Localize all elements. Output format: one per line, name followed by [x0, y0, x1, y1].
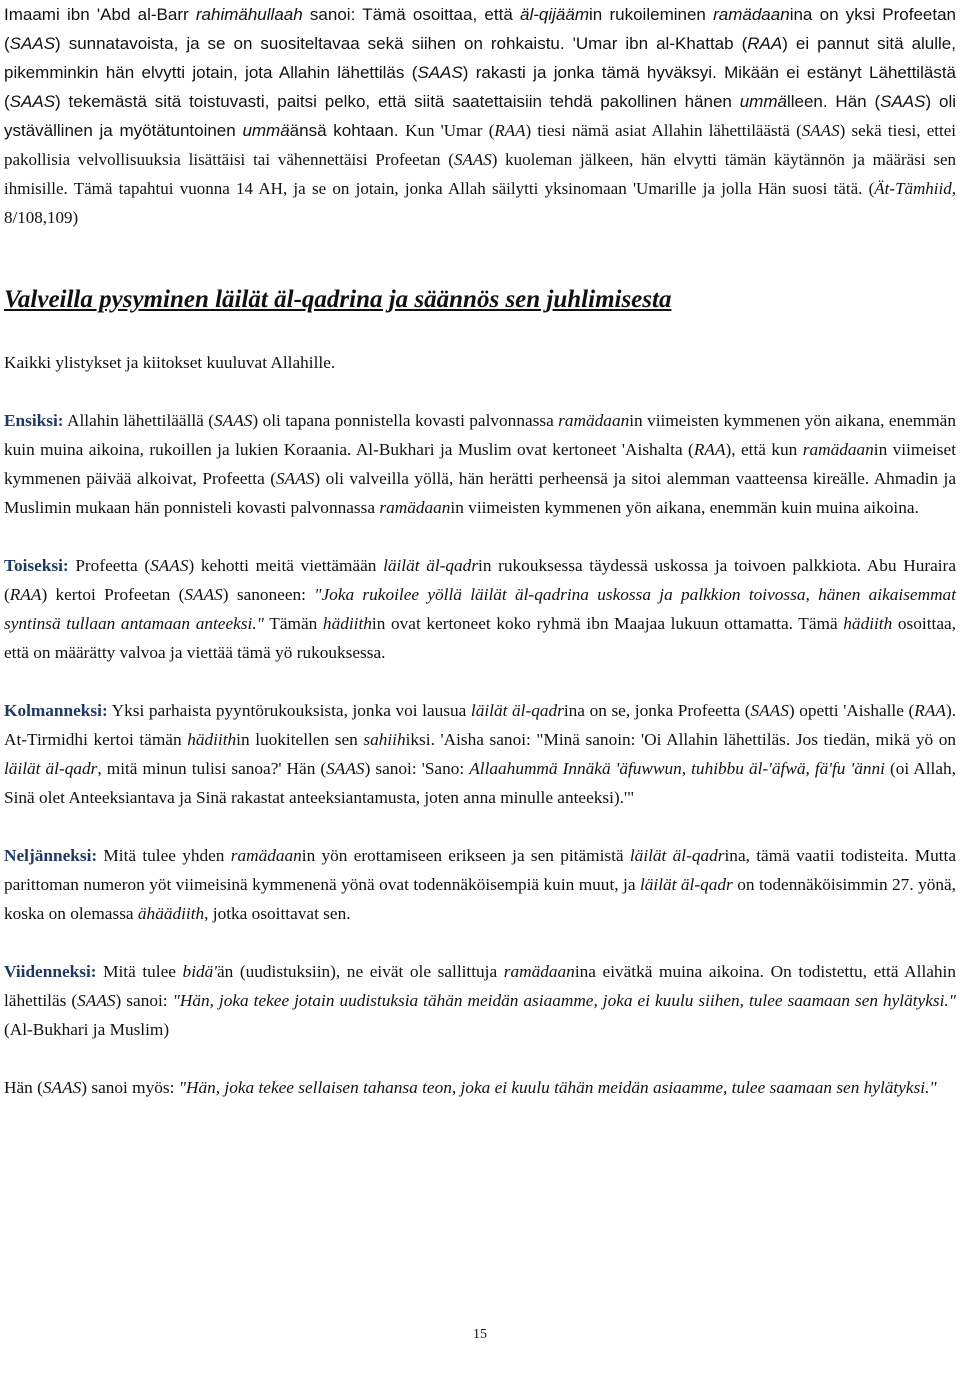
italic-term: SAAS [276, 469, 315, 488]
text-run: Profeetta ( [68, 556, 151, 575]
text-run: ) kuoleman jälkeen, hän elvytti tämän käytännön ja määräsi sen ihmisille. Tämä tapahtui vuonna 14 AH, ja se on jotain, jonka Allah säilytti yksinomaan 'Umarille ja jolla Hän suosi tätä. ( [4, 150, 956, 198]
italic-term: SAAS [9, 92, 56, 111]
italic-term: rahimähullaah [195, 5, 303, 24]
text-run: Mitä tulee [96, 962, 183, 981]
text-run: ) kehotti meitä viettämään [188, 556, 384, 575]
italic-term: "Hän, joka tekee sellaisen tahansa teon, joka ei kuulu tähän meidän asiaamme, tulee saamaan sen hylätyksi." [178, 1078, 937, 1097]
text-run: ) sekä tiesi, ettei pakollisia velvollisuuksia lisättäisi tai vähennettäisi Profeetan ( [4, 121, 956, 169]
point-label: Ensiksi: [4, 411, 64, 430]
point-label: Toiseksi: [4, 556, 69, 575]
italic-term: "Hän, joka tekee jotain uudistuksia tähän meidän asiaamme, joka ei kuulu siihen, tulee saamaan sen hylätyksi." [172, 991, 956, 1010]
text-run: ) tekemästä sitä toistuvasti, paitsi pelko, että siitä saatettaisiin tehdä pakollinen hänen [55, 92, 740, 111]
text-run: in viimeiset kymmenen päivää alkoivat, Profeetta ( [4, 440, 956, 488]
text-run: änsä kohtaan. [289, 121, 406, 140]
text-run: (Al-Bukhari ja Muslim) [4, 1020, 170, 1039]
italic-term: ramädaan [558, 411, 630, 430]
text-run: on todennäköisimmin 27. yönä, koska on olemassa [4, 875, 957, 923]
text-run: ) opetti 'Aishalle ( [788, 701, 915, 720]
italic-term: ramädaan [802, 440, 874, 459]
point-label: Viidenneksi: [4, 962, 97, 981]
intro-paragraph: Kaikki ylistykset ja kiitokset kuuluvat Allahille. [4, 353, 336, 372]
point-second [4, 551, 956, 667]
italic-term: ramädaan [503, 962, 575, 981]
point-third [4, 696, 956, 812]
text-run: Yksi parhaista pyyntörukouksista, jonka voi lausua [107, 701, 471, 720]
italic-term: "Joka rukoilee yöllä läilät äl-qadrina uskossa ja palkkion toivossa, hänen aikaisemmat syntinsä tullaan antamaan anteeksi." [4, 585, 956, 633]
italic-term: sahiih [363, 730, 406, 749]
text-run: ) sanoneen: [222, 585, 315, 604]
italic-term: RAA [693, 440, 726, 459]
point-fourth [4, 841, 956, 928]
italic-term: ähäädiith [137, 904, 205, 923]
italic-term: ramädaan [379, 498, 451, 517]
italic-term: läilät äl-qadr [629, 846, 725, 865]
italic-term: hädiith [843, 614, 893, 633]
text-run: in rukouksessa täydessä uskossa ja toivoen palkkiota. Abu Huraira ( [4, 556, 956, 604]
text-run: ) sunnatavoista, ja se on suositeltavaa sekä siihen on rohkaistu. 'Umar ibn al-Khattab ( [55, 34, 748, 53]
text-run: in rukoileminen [589, 5, 714, 24]
italic-term: SAAS [42, 1078, 82, 1097]
text-run: ) sanoi myös: [81, 1078, 179, 1097]
text-run: Mitä tulee yhden [97, 846, 231, 865]
italic-term: RAA [494, 121, 526, 140]
point-text [4, 556, 956, 662]
point-text [4, 962, 956, 1039]
italic-term: ramädaan [713, 5, 790, 24]
text-run: ) sanoi: 'Sano: [364, 759, 470, 778]
italic-term: hädiith [322, 614, 372, 633]
italic-term: ramädaan [230, 846, 302, 865]
italic-term: ummä [242, 121, 290, 140]
text-run: ) oli tapana ponnistella kovasti palvonnassa [252, 411, 559, 430]
text-run: lleen. Hän ( [786, 92, 881, 111]
text-run: ). At-Tirmidhi kertoi tämän [4, 701, 957, 749]
italic-term: SAAS [801, 121, 840, 140]
section-heading: Valveilla pysyminen läilät äl-qadrina ja säännös sen juhlimisesta [4, 286, 672, 313]
italic-term: läilät äl-qadr [383, 556, 479, 575]
italic-term: Ät-Tämhiid [874, 179, 952, 198]
text-run: , jotka osoittavat sen. [204, 904, 351, 923]
text-run: Hän ( [4, 1078, 43, 1097]
point-text [4, 411, 956, 517]
italic-term: ummä [739, 92, 787, 111]
text-run: Allahin lähettiläällä ( [63, 411, 215, 430]
opening-paragraph [4, 0, 956, 232]
text-run: ) ei pannut sitä alulle, pikemminkin hän elvytti jotain, jota Allahin lähettiläs ( [4, 34, 956, 82]
text-run: sanoi: Tämä osoittaa, että [302, 5, 521, 24]
text-run: osoittaa, että on määrätty valvoa ja viettää tämä yö rukouksessa. [4, 614, 956, 662]
text-run: in luokitellen sen [236, 730, 364, 749]
italic-term: SAAS [750, 701, 789, 720]
point-fifth [4, 957, 956, 1044]
italic-term: SAAS [453, 150, 492, 169]
italic-term: SAAS [214, 411, 253, 430]
text-run: Tämän [263, 614, 323, 633]
italic-term: SAAS [184, 585, 223, 604]
text-run: ) sanoi: [115, 991, 173, 1010]
text-run: ina, tämä vaatii todisteita. Mutta parittoman numeron yöt viimeisinä kymmenenä yönä ovat todennäköisempiä kuin muut, ja [4, 846, 956, 894]
italic-term: RAA [747, 34, 783, 53]
italic-term: läilät äl-qadr [470, 701, 564, 720]
text-run: än (uudistuksiin), ne eivät ole sallittuja [216, 962, 504, 981]
text-run: ) kertoi Profeetan ( [41, 585, 185, 604]
italic-term: äl-qijääm [520, 5, 590, 24]
italic-term: SAAS [880, 92, 926, 111]
text-run: in ovat kertoneet koko ryhmä ibn Maajaa lukuun ottamatta. Tämä [371, 614, 844, 633]
text-run: Kun 'Umar ( [405, 121, 495, 140]
point-label: Kolmanneksi: [4, 701, 108, 720]
point-first [4, 406, 956, 522]
italic-term: RAA [914, 701, 946, 720]
text-run: Imaami ibn 'Abd al-Barr [4, 5, 196, 24]
italic-term: läilät äl-qadr [639, 875, 733, 894]
text-run: , 8/108,109) [4, 179, 956, 227]
italic-term: SAAS [417, 63, 463, 82]
italic-term: SAAS [77, 991, 116, 1010]
italic-term: SAAS [150, 556, 189, 575]
point-text [4, 846, 956, 923]
text-run: ina eivätkä muina aikoina. On todistettu, että Allahin lähettiläs ( [4, 962, 956, 1010]
text-run: iksi. 'Aisha sanoi: "Minä sanoin: 'Oi Allahin lähettiläs. Jos tiedän, mikä yö on [405, 730, 956, 749]
text-run: ina on se, jonka Profeetta ( [563, 701, 751, 720]
page-number: 15 [473, 1327, 487, 1342]
closing-paragraph [4, 1073, 956, 1102]
italic-term: RAA [9, 585, 42, 604]
italic-term: läilät äl-qadr [4, 759, 98, 778]
text-run: in viimeisten kymmenen yön aikana, enemmän kuin muina aikoina. [450, 498, 919, 517]
text-run: ), että kun [725, 440, 803, 459]
document-page [4, 0, 956, 1102]
italic-term: Allaahummä Innäkä 'äfuwwun, tuhibbu äl-'äfwä, fä'fu 'änni [469, 759, 885, 778]
italic-term: hädiith [187, 730, 237, 749]
text-run: ) oli valveilla yöllä, hän herätti perheensä ja sitoi alemman vaatteensa kireälle. Ahmadin ja Muslimin mukaan hän ponnisteli kovasti palvonnassa [4, 469, 956, 517]
point-text [4, 701, 956, 807]
text-run: in viimeisten kymmenen yön aikana, enemmän kuin muina aikoina, rukoillen ja lukien Koraania. Al-Bukhari ja Muslim ovat kertoneet 'Aishalta ( [4, 411, 956, 459]
text-run: ) rakasti ja jonka tämä hyväksyi. Mikään ei estänyt Lähettilästä ( [4, 63, 956, 111]
text-run: ) tiesi nämä asiat Allahin lähettiläästä ( [525, 121, 802, 140]
italic-term: SAAS [9, 34, 56, 53]
italic-term: bidä' [182, 962, 217, 981]
point-label: Neljänneksi: [4, 846, 98, 865]
text-run: (oi Allah, Sinä olet Anteeksiantava ja Sinä rakastat anteeksiantamusta, joten anna minulle anteeksi).'" [4, 759, 956, 807]
text-run: , mitä minun tulisi sanoa?' Hän ( [97, 759, 327, 778]
text-run: ) oli ystävällinen ja myötätuntoinen [4, 92, 956, 140]
text-run: ina on yksi Profeetan ( [4, 5, 957, 53]
italic-term: SAAS [326, 759, 365, 778]
text-run: in yön erottamiseen erikseen ja sen pitämistä [301, 846, 630, 865]
